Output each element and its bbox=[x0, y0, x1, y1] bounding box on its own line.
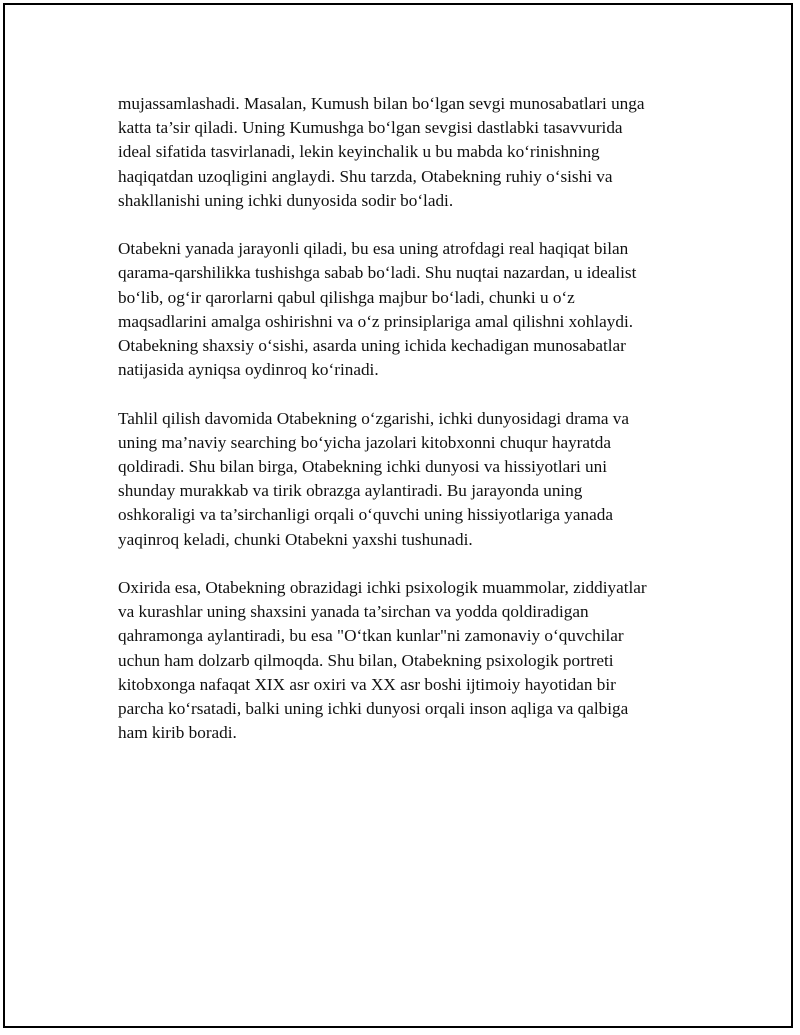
text-line: uchun ham dolzarb qilmoqda. Shu bilan, Otabekning psixologik portreti bbox=[118, 650, 614, 670]
text-line: yaqinroq keladi, chunki Otabekni yaxshi tushunadi. bbox=[118, 529, 473, 549]
text-line: Tahlil qilish davomida Otabekning o‘zgarishi, ichki dunyosidagi drama va bbox=[118, 408, 629, 428]
text-line: qahramonga aylantiradi, bu esa "O‘tkan kunlar"ni zamonaviy o‘quvchilar bbox=[118, 626, 624, 646]
text-line: maqsadlarini amalga oshirishni va o‘z prinsiplariga amal qilishni xohlaydi. bbox=[118, 311, 634, 331]
text-line: Otabekning shaxsiy o‘sishi, asarda uning ichida kechadigan munosabatlar bbox=[118, 336, 626, 356]
text-line: qoldiradi. Shu bilan birga, Otabekning ichki dunyosi va hissiyotlari uni bbox=[118, 457, 607, 477]
text-line: shakllanishi uning ichki dunyosida sodir bo‘ladi. bbox=[118, 190, 454, 210]
text-line: natijasida ayniqsa oydinroq ko‘rinadi. bbox=[118, 360, 379, 380]
document-body bbox=[118, 92, 698, 770]
text-line: qarama-qarshilikka tushishga sabab bo‘ladi. Shu nuqtai nazardan, u idealist bbox=[118, 263, 637, 283]
text-line: haqiqatdan uzoqligini anglaydi. Shu tarzda, Otabekning ruhiy o‘sishi va bbox=[118, 166, 613, 186]
paragraph-1 bbox=[118, 92, 698, 213]
text-line: Otabekni yanada jarayonli qiladi, bu esa uning atrofdagi real haqiqat bilan bbox=[118, 239, 629, 259]
text-line: Oxirida esa, Otabekning obrazidagi ichki psixologik muammolar, ziddiyatlar bbox=[118, 578, 647, 598]
text-line: mujassamlashadi. Masalan, Kumush bilan bo‘lgan sevgi munosabatlari unga bbox=[118, 94, 645, 113]
text-line: katta ta’sir qiladi. Uning Kumushga bo‘lgan sevgisi dastlabki tasavvurida bbox=[118, 118, 623, 138]
text-line: ham kirib boradi. bbox=[118, 723, 237, 743]
text-line: ideal sifatida tasvirlanadi, lekin keyinchalik u bu mabda ko‘rinishning bbox=[118, 142, 600, 162]
text-line: kitobxonga nafaqat XIX asr oxiri va XX asr boshi ijtimoiy hayotidan bir bbox=[118, 674, 616, 694]
text-line: uning ma’naviy searching bo‘yicha jazolari kitobxonni chuqur hayratda bbox=[118, 432, 612, 452]
paragraph-3 bbox=[118, 407, 698, 552]
text-line: va kurashlar uning shaxsini yanada ta’sirchan va yodda qoldiradigan bbox=[118, 602, 589, 622]
text-line: parcha ko‘rsatadi, balki uning ichki dunyosi orqali inson aqliga va qalbiga bbox=[118, 699, 629, 719]
paragraph-2 bbox=[118, 237, 698, 382]
text-line: bo‘lib, og‘ir qarorlarni qabul qilishga majbur bo‘ladi, chunki u o‘z bbox=[118, 287, 575, 307]
text-line: shunday murakkab va tirik obrazga aylantiradi. Bu jarayonda uning bbox=[118, 481, 583, 501]
paragraph-4 bbox=[118, 576, 698, 745]
text-line: oshkoraligi va ta’sirchanligi orqali o‘quvchi uning hissiyotlariga yanada bbox=[118, 505, 613, 525]
